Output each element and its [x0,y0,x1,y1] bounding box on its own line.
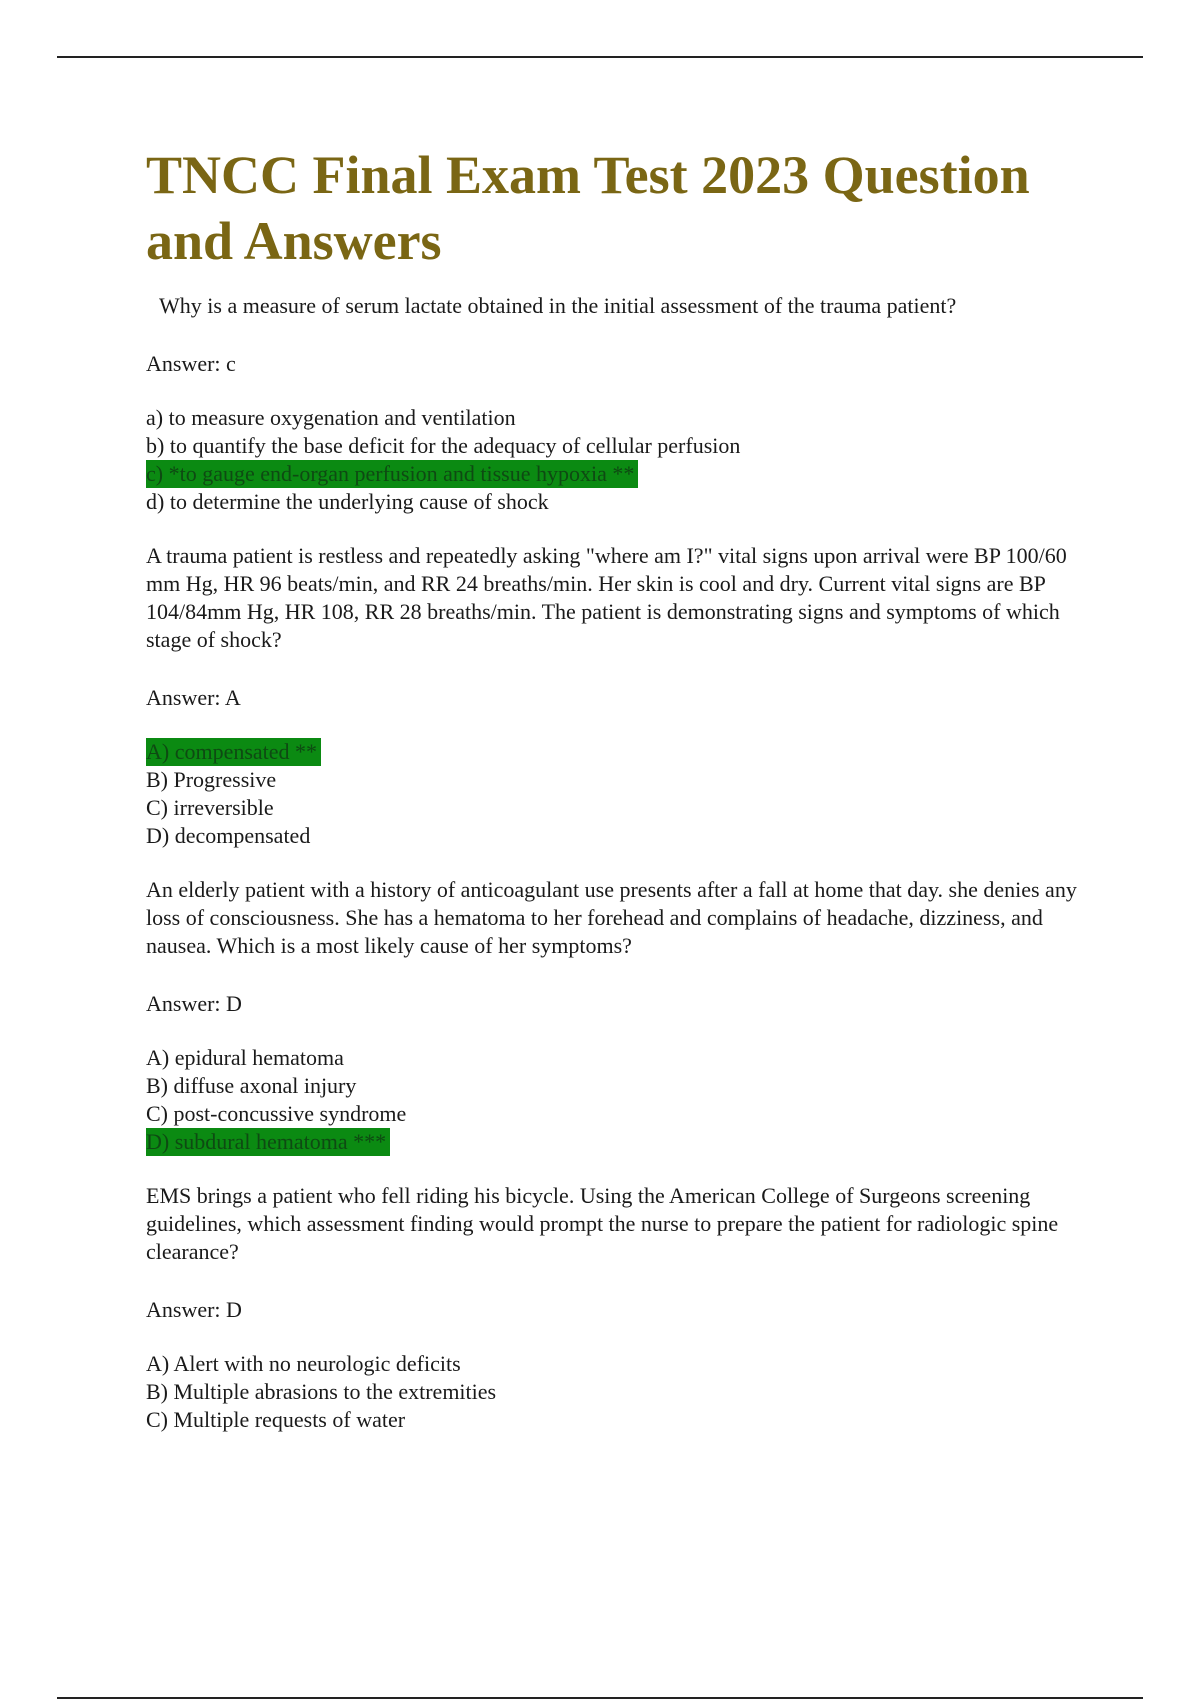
answer-line: Answer: D [146,991,242,1016]
options-list [146,1044,1096,1156]
option-item [146,822,1096,850]
highlighted-answer: A) compensated ** [146,738,321,766]
question-text: An elderly patient with a history of anticoagulant use presents after a fall at home that day. she denies any loss of consciousness. She has a hematoma to her forehead and complains of headache, dizziness, and nausea. Which is a most likely cause of her symptoms? [146,877,1077,958]
option-item-correct [146,738,1096,766]
answer-line: Answer: c [146,351,236,376]
highlighted-answer: c) *to gauge end-organ perfusion and tissue hypoxia ** [146,460,638,488]
document-body [146,142,1096,1434]
option-item [146,1100,1096,1128]
bottom-rule [57,1697,1143,1699]
document-title: TNCC Final Exam Test 2023 Question and Answers [146,145,1030,271]
option-item-correct [146,460,1096,488]
question-text: EMS brings a patient who fell riding his bicycle. Using the American College of Surgeons screening guidelines, which assessment finding would prompt the nurse to prepare the patient for radiologic spine clearance? [146,1183,1059,1264]
option-item [146,766,1096,794]
option-text: C) irreversible [146,795,274,820]
question-text: Why is a measure of serum lactate obtained in the initial assessment of the trauma patient? [159,293,957,318]
option-text: a) to measure oxygenation and ventilation [146,405,516,430]
answer-line: Answer: D [146,1297,242,1322]
option-text: b) to quantify the base deficit for the adequacy of cellular perfusion [146,433,741,458]
question-block [146,292,1096,516]
question-block [146,1182,1096,1434]
option-item [146,432,1096,460]
option-item [146,1350,1096,1378]
option-text: C) Multiple requests of water [146,1407,406,1432]
question-text: A trauma patient is restless and repeatedly asking "where am I?" vital signs upon arrival were BP 100/60 mm Hg, HR 96 beats/min, and RR 24 breaths/min. Her skin is cool and dry. Current vital signs are BP 104/84mm Hg, HR 108, RR 28 breaths/min. The patient is demonstrating signs and symptoms of which stage of shock? [146,543,1067,652]
option-text: d) to determine the underlying cause of shock [146,489,549,514]
option-text: B) Progressive [146,767,277,792]
option-item [146,404,1096,432]
option-item-correct [146,1128,1096,1156]
option-text: D) decompensated [146,823,311,848]
option-item [146,1044,1096,1072]
question-block [146,876,1096,1156]
top-rule [57,56,1143,58]
answer-line: Answer: A [146,685,241,710]
option-text: A) epidural hematoma [146,1045,344,1070]
option-item [146,488,1096,516]
question-block [146,542,1096,850]
options-list [146,404,1096,516]
option-item [146,1406,1096,1434]
option-text: A) Alert with no neurologic deficits [146,1351,461,1376]
option-item [146,1072,1096,1100]
option-item [146,794,1096,822]
option-text: B) diffuse axonal injury [146,1073,357,1098]
options-list [146,1350,1096,1434]
highlighted-answer: D) subdural hematoma *** [146,1128,390,1156]
option-text: B) Multiple abrasions to the extremities [146,1379,497,1404]
option-item [146,1378,1096,1406]
options-list [146,738,1096,850]
option-text: C) post-concussive syndrome [146,1101,407,1126]
